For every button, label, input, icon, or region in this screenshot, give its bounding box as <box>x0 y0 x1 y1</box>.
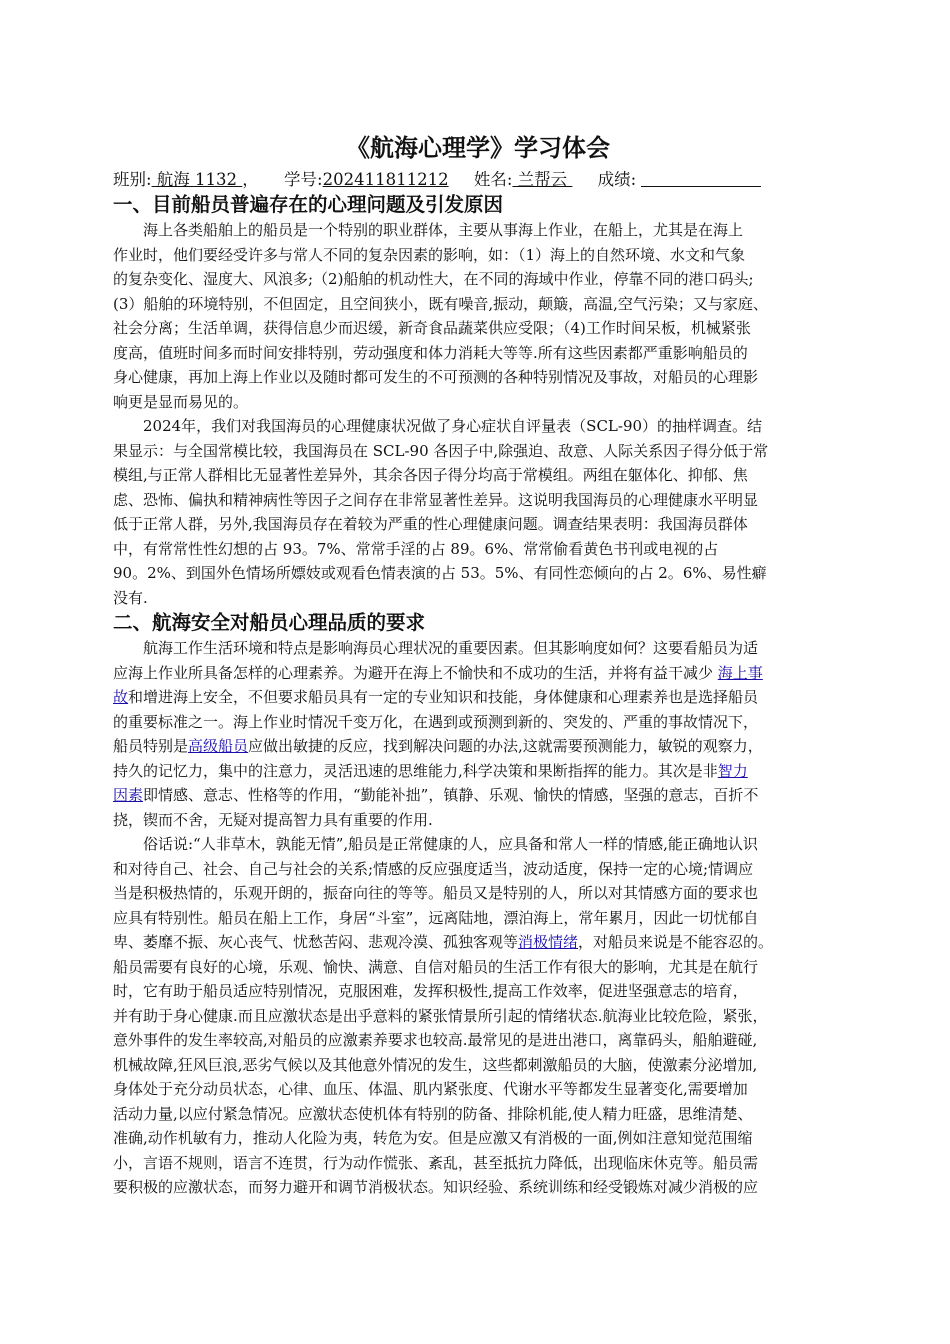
text-segment: 应海上作业所具备怎样的心理素养。为避开在海上不愉快和不成功的生活，并将有益干减少 <box>113 663 718 682</box>
text-line: (3）船舶的环境特别，不但固定，且空间狭小，既有噪音,振动，颠簸，高温,空气污染；又与家庭、 <box>113 294 768 313</box>
text-line <box>113 783 843 808</box>
text-line: 社会分离；生活单调，获得信息少而迟缓，新奇食品蔬菜供应受限；（4)工作时间呆板，机械紧张 <box>113 319 751 337</box>
text-line: 度高，值班时间多而时间安排特别，劳动强度和体力消耗大等等.所有这些因素都严重影响船员的 <box>113 343 748 362</box>
score-label: 成绩: <box>597 170 637 189</box>
text-line: 准确,动作机敏有力，推动人化险为夷，转危为安。但是应激又有消极的一面,例如注意知觉范围缩 <box>113 1129 753 1147</box>
section-2-heading: 二、航海安全对船员心理品质的要求 <box>113 611 426 634</box>
link-intelligence-factor[interactable]: 智力 <box>717 761 748 780</box>
section-1-paragraph-1 <box>113 218 843 414</box>
text-segment: 即情感、意志、性格等的作用，“勤能补拙”，镇静、乐观、愉快的情感，坚强的意志，百折不 <box>143 786 759 804</box>
text-segment: 持久的记忆力，集中的注意力，灵活迅速的思维能力,科学决策和果断指挥的能力。其次是非 <box>113 761 718 780</box>
text-line <box>113 930 843 955</box>
name-label: 姓名: <box>473 170 513 189</box>
document-title: 《航海心理学》学习体会 <box>346 134 610 162</box>
document-page <box>113 128 843 1200</box>
text-segment: 应做出敏捷的反应，找到解决问题的办法,这就需要预测能力，敏锐的观察力， <box>248 737 763 755</box>
text-line: 应具有特别性。船员在船上工作，身居“斗室”，远离陆地，漂泊海上，常年累月，因此一切忧郁自 <box>113 908 759 927</box>
text-line: 活动力量,以应付紧急情况。应激状态使机体有特别的防备、排除机能,使人精力旺盛，思维清楚、 <box>113 1104 753 1123</box>
text-line: 2024年，我们对我国海员的心理健康状况做了身心症状自评量表（SCL-90）的抽样调查。结 <box>143 417 763 435</box>
text-line: 机械故障,狂风巨浪,恶劣气候以及其他意外情况的发生，这些都刺激船员的大脑，使激素分泌增加, <box>113 1055 758 1074</box>
class-separator: ， <box>242 170 259 189</box>
text-segment: 船员特别是 <box>113 737 189 755</box>
name-value: 兰帮云 <box>512 170 573 189</box>
text-line: 海上各类船舶上的船员是一个特别的职业群体，主要从事海上作业，在船上，尤其是在海上 <box>143 221 744 239</box>
student-id-value: 202411811212 <box>322 170 449 189</box>
text-line: 并有助于身心健康.而且应激状态是出乎意料的紧张情景所引起的情绪状态.航海业比较危险，紧张， <box>113 1006 768 1025</box>
text-line: 没有. <box>113 588 148 607</box>
text-line: 果显示：与全国常模比较，我国海员在 SCL-90 各因子中,除强迫、敌意、人际关系因子得分低于常 <box>113 441 769 460</box>
section-1-paragraph-2 <box>113 414 843 610</box>
text-line: 挠，锲而不舍，无疑对提高智力具有重要的作用. <box>113 810 433 829</box>
text-line: 要积极的应激状态，而努力避开和调节消极状态。知识经验、系统训练和经受锻炼对减少消极的应 <box>113 1178 759 1196</box>
text-line: 和对待自己、社会、自己与社会的关系;情感的反应强度适当，波动适度，保持一定的心境;情调应 <box>113 859 754 878</box>
text-line: 低于正常人群，另外,我国海员存在着较为严重的性心理健康问题。调查结果表明：我国海员群体 <box>113 515 748 533</box>
text-segment: 和增进海上安全，不但要求船员具有一定的专业知识和技能，身体健康和心理素养也是选择船员 <box>128 688 759 706</box>
link-maritime-accident-cont[interactable]: 故 <box>113 688 129 706</box>
student-id-label: 学号: <box>284 170 323 189</box>
text-line: 身心健康，再加上海上作业以及随时都可发生的不可预测的各种特别情况及事故，对船员的心理影 <box>113 368 759 386</box>
class-label: 班别: <box>113 170 152 189</box>
link-senior-crew[interactable]: 高级船员 <box>188 737 249 755</box>
text-line <box>113 759 843 784</box>
text-line: 中，有常常性性幻想的占 93。7%、常常手淫的占 89。6%、常常偷看黄色书刊或电视的占 <box>113 539 719 558</box>
section-2-paragraph-2 <box>113 832 843 1200</box>
section-1-heading: 一、目前船员普遍存在的心理问题及引发原因 <box>113 193 504 216</box>
text-line: 响更是显而易见的。 <box>113 392 249 411</box>
score-blank <box>641 169 761 187</box>
text-line: 当是积极热情的，乐观开朗的，振奋向往的等等。船员又是特别的人，所以对其情感方面的要求也 <box>113 884 759 902</box>
text-line <box>113 661 843 686</box>
text-line <box>113 734 843 759</box>
text-segment: 卑、萎靡不振、灰心丧气、忧愁苦闷、悲观冷漠、孤独客观等 <box>113 933 519 951</box>
text-line: 航海工作生活环境和特点是影响海员心理状况的重要因素。但其影响度如何？这要看船员为适 <box>143 639 759 657</box>
text-line: 小，言语不规则，语言不连贯，行为动作慌张、紊乱，甚至抵抗力降低，出现临床休克等。船员需 <box>113 1153 759 1172</box>
text-segment: ，对船员来说是不能容忍的。 <box>578 933 774 951</box>
text-line: 俗话说:“人非草木，孰能无情”,船员是正常健康的人，应具备和常人一样的情感,能正确地认识 <box>143 835 758 853</box>
section-2-paragraph-1 <box>113 636 843 832</box>
text-line: 身体处于充分动员状态，心律、血压、体温、肌内紧张度、代谢水平等都发生显著变化,需要增加 <box>113 1080 748 1098</box>
text-line: 意外事件的发生率较高,对船员的应激素养要求也较高.最常见的是进出港口，离靠码头，船舶避碰, <box>113 1031 758 1049</box>
text-line: 的复杂变化、湿度大、风浪多;（2)船舶的机动性大，在不同的海域中作业，停靠不同的港口码头; <box>113 270 754 288</box>
text-line: 模组,与正常人群相比无显著性差异外，其余各因子得分均高于常模组。两组在躯体化、抑郁、焦 <box>113 466 748 484</box>
student-info-line <box>113 168 843 192</box>
text-line: 作业时，他们要经受许多与常人不同的复杂因素的影响，如：（1）海上的自然环境、水文和气象 <box>113 245 746 264</box>
text-line: 时，它有助于船员适应特别情况，克服困难，发挥积极性,提高工作效率，促进坚强意志的培育， <box>113 982 748 1000</box>
text-line: 90。2%、到国外色情场所嫖妓或观看色情表演的占 53。5%、有同性恋倾向的占 2。6%、易性癖 <box>113 564 767 582</box>
text-line: 船员需要有良好的心境，乐观、愉快、满意、自信对船员的生活工作有很大的影响，尤其是在航行 <box>113 957 759 976</box>
link-intelligence-factor-cont[interactable]: 因素 <box>113 786 144 804</box>
text-line <box>113 685 843 710</box>
class-value: 航海 1132 <box>151 170 243 189</box>
text-line: 的重要标准之一。海上作业时情况千变万化，在遇到或预测到新的、突发的、严重的事故情况下， <box>113 712 759 731</box>
link-negative-emotion[interactable]: 消极情绪 <box>518 933 579 951</box>
link-maritime-accident[interactable]: 海上事 <box>717 663 763 682</box>
text-line: 虑、恐怖、偏执和精神病性等因子之间存在非常显著性差异。这说明我国海员的心理健康水平明显 <box>113 490 759 509</box>
